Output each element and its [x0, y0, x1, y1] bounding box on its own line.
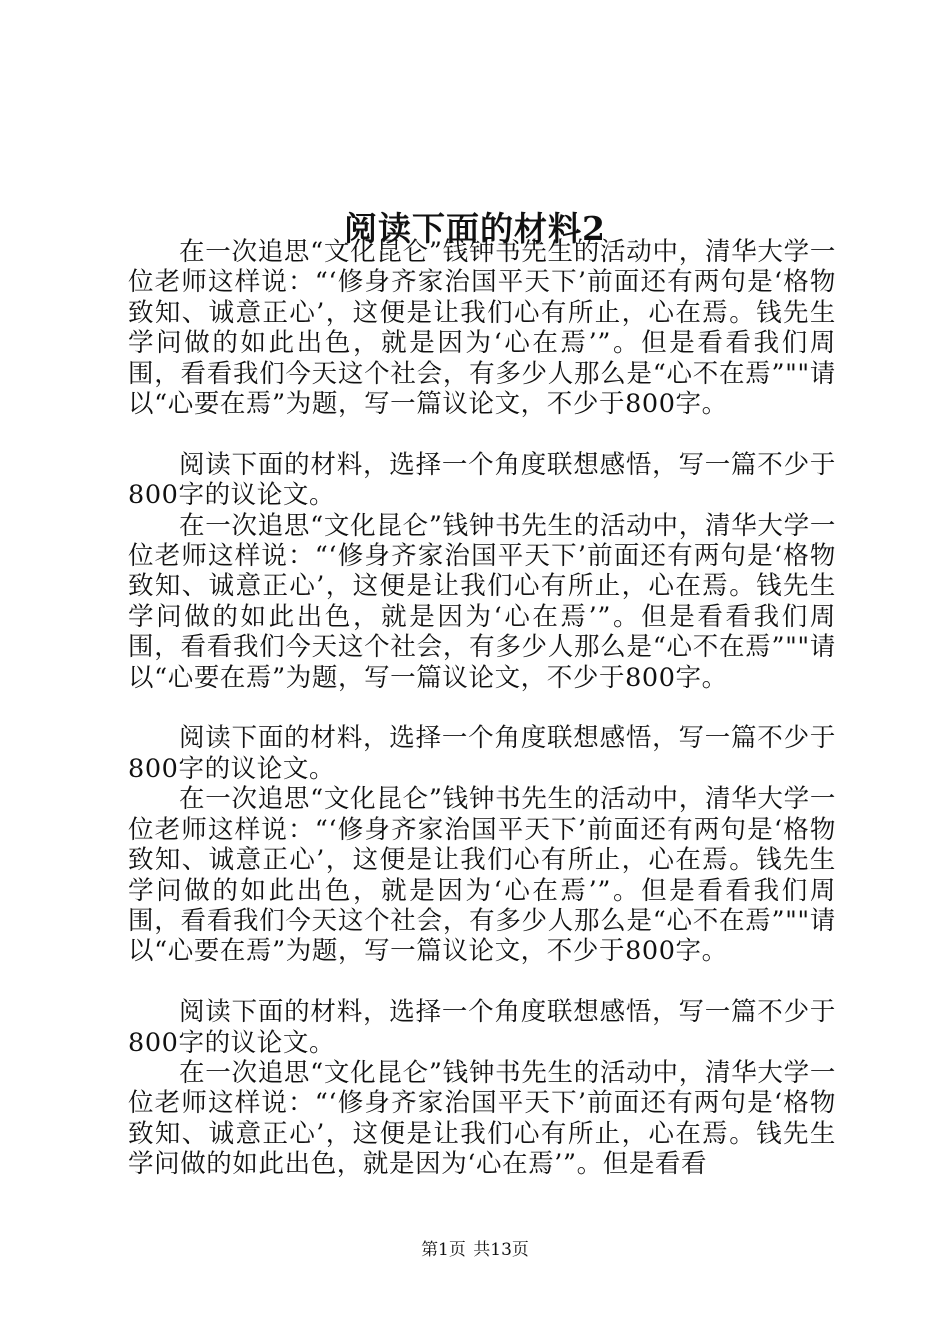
material-paragraph-2: 在一次追思“文化昆仑”钱钟书先生的活动中，清华大学一位老师这样说：“‘修身齐家治国平天下’前面还有两句是‘格物致知、诚意正心’，这便是让我们心有所止，心在焉。钱先生学问做的如此出色，就是因为‘心在焉’”。但是看看我们周围，看看我们今天这个社会，有多少人那么是“心不在焉”""请以“心要在焉”为题，写一篇议论文，不少于800字。	[128, 510, 836, 693]
material-paragraph-3: 在一次追思“文化昆仑”钱钟书先生的活动中，清华大学一位老师这样说：“‘修身齐家治国平天下’前面还有两句是‘格物致知、诚意正心’，这便是让我们心有所止，心在焉。钱先生学问做的如此出色，就是因为‘心在焉’”。但是看看我们周围，看看我们今天这个社会，有多少人那么是“心不在焉”""请以“心要在焉”为题，写一篇议论文，不少于800字。	[128, 784, 836, 967]
prompt-paragraph-3: 阅读下面的材料，选择一个角度联想感悟，写一篇不少于800字的议论文。	[128, 997, 836, 1058]
material-paragraph-4-truncated: 在一次追思“文化昆仑”钱钟书先生的活动中，清华大学一位老师这样说：“‘修身齐家治国平天下’前面还有两句是‘格物致知、诚意正心’，这便是让我们心有所止，心在焉。钱先生学问做的如此出色，就是因为‘心在焉’”。但是看看	[128, 1057, 836, 1180]
paragraph-spacer	[128, 419, 836, 449]
page-title: 阅读下面的材料2	[344, 209, 606, 249]
prompt-paragraph-2: 阅读下面的材料，选择一个角度联想感悟，写一篇不少于800字的议论文。	[128, 723, 836, 784]
document-body	[128, 237, 836, 1180]
paragraph-spacer	[128, 967, 836, 997]
prompt-paragraph-1: 阅读下面的材料，选择一个角度联想感悟，写一篇不少于800字的议论文。	[128, 449, 836, 511]
page-footer: 第1页 共13页	[421, 1240, 529, 1260]
material-paragraph-1: 在一次追思“文化昆仑”钱钟书先生的活动中，清华大学一位老师这样说：“‘修身齐家治国平天下’前面还有两句是‘格物致知、诚意正心’，这便是让我们心有所止，心在焉。钱先生学问做的如此出色，就是因为‘心在焉’”。但是看看我们周围，看看我们今天这个社会，有多少人那么是“心不在焉”""请以“心要在焉”为题，写一篇议论文，不少于800字。	[128, 237, 836, 420]
paragraph-spacer	[128, 693, 836, 723]
